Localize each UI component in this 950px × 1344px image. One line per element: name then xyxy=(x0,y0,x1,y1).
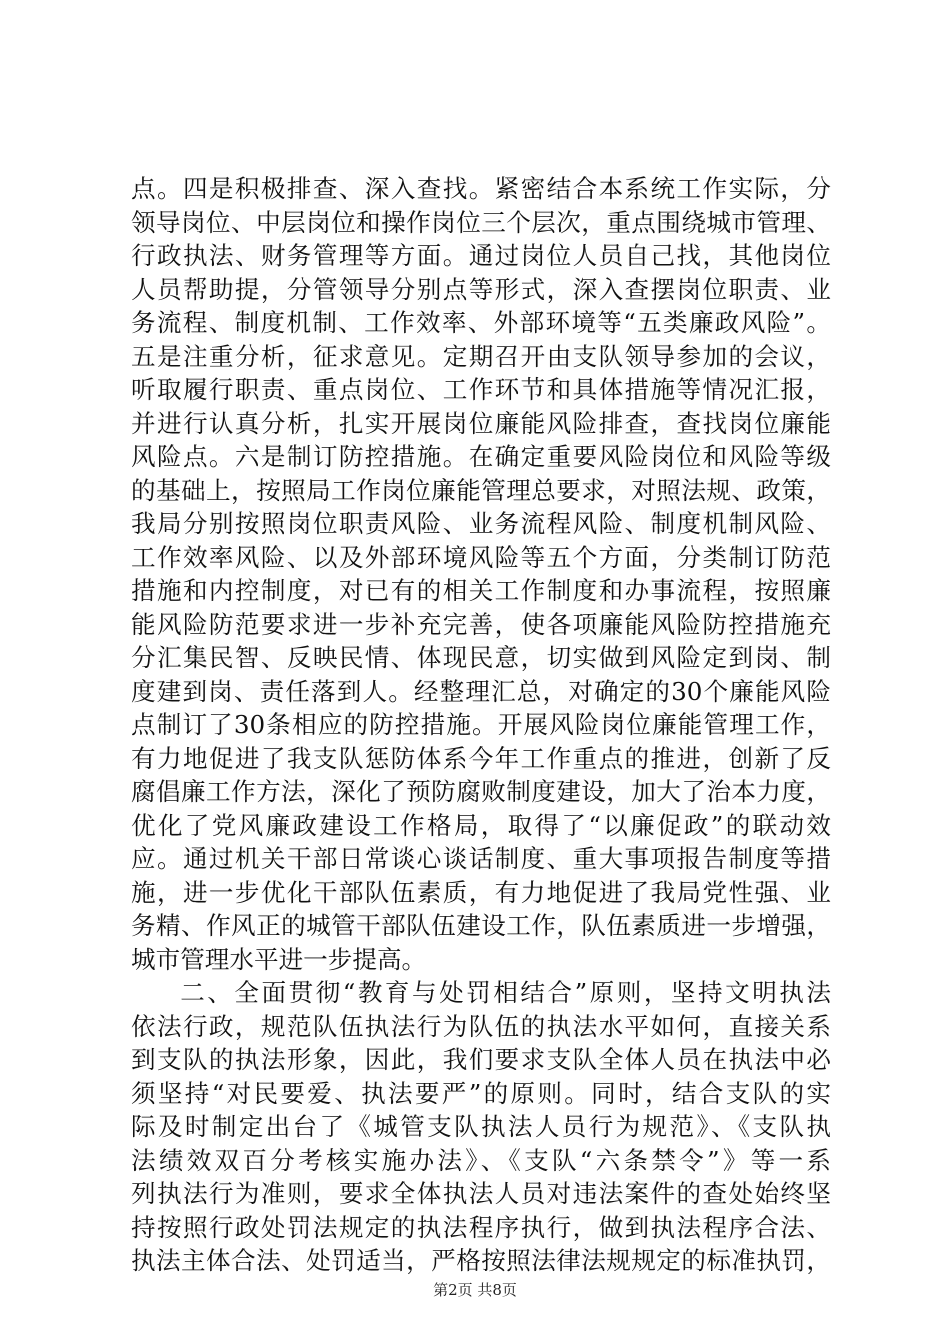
text-line: 行政执法、财务管理等方面。通过岗位人员自己找，其他岗位 xyxy=(131,241,831,270)
text-line: 措施和内控制度，对已有的相关工作制度和办事流程，按照廉 xyxy=(131,576,831,605)
text-line: 分汇集民智、反映民情、体现民意，切实做到风险定到岗、制 xyxy=(131,643,831,672)
text-line: 持按照行政处罚法规定的执法程序执行，做到执法程序合法、 xyxy=(131,1212,831,1242)
page-number-footer: 第2页 共8页 xyxy=(433,1281,517,1299)
text-line: 点制订了30条相应的防控措施。开展风险岗位廉能管理工作， xyxy=(131,710,831,739)
text-line: 腐倡廉工作方法，深化了预防腐败制度建设，加大了治本力度， xyxy=(131,777,831,806)
text-line: 际及时制定出台了《城管支队执法人员行为规范》、《支队执 xyxy=(131,1112,831,1141)
text-line: 优化了党风廉政建设工作格局，取得了“以廉促政”的联动效 xyxy=(131,810,831,840)
text-line: 能风险防范要求进一步补充完善，使各项廉能风险防控措施充 xyxy=(131,609,831,639)
text-line: 到支队的执法形象，因此，我们要求支队全体人员在执法中必 xyxy=(131,1045,831,1074)
text-line: 度建到岗、责任落到人。经整理汇总，对确定的30个廉能风险 xyxy=(131,676,831,706)
document-body xyxy=(131,172,831,1278)
paragraph-first-line: 二、全面贯彻“教育与处罚相结合”原则，坚持文明执法 xyxy=(180,978,831,1007)
text-line: 应。通过机关干部日常谈心谈话制度、重大事项报告制度等措 xyxy=(131,844,831,873)
paragraph-last-line: 城市管理水平进一步提高。 xyxy=(131,944,427,974)
text-line: 领导岗位、中层岗位和操作岗位三个层次，重点围绕城市管理、 xyxy=(131,207,831,237)
text-line: 并进行认真分析，扎实开展岗位廉能风险排查，查找岗位廉能 xyxy=(131,408,831,438)
text-line: 我局分别按照岗位职责风险、业务流程风险、制度机制风险、 xyxy=(131,509,831,538)
text-line: 依法行政，规范队伍执法行为队伍的执法水平如何，直接关系 xyxy=(131,1011,831,1041)
text-line: 须坚持“对民要爱、执法要严”的原则。同时，结合支队的实 xyxy=(131,1078,831,1108)
text-line: 点。四是积极排查、深入查找。紧密结合本系统工作实际，分 xyxy=(131,174,831,203)
text-line: 务流程、制度机制、工作效率、外部环境等“五类廉政风险”。 xyxy=(131,308,831,337)
text-line: 施，进一步优化干部队伍素质，有力地促进了我局党性强、业 xyxy=(131,877,831,907)
text-line: 执法主体合法、处罚适当，严格按照法律法规规定的标准执罚， xyxy=(131,1246,831,1275)
text-line: 务精、作风正的城管干部队伍建设工作，队伍素质进一步增强， xyxy=(131,911,831,940)
text-line: 五是注重分析，征求意见。定期召开由支队领导参加的会议， xyxy=(131,341,831,371)
text-line: 工作效率风险、以及外部环境风险等五个方面，分类制订防范 xyxy=(131,542,831,572)
text-line: 人员帮助提，分管领导分别点等形式，深入查摆岗位职责、业 xyxy=(131,274,831,304)
text-line: 有力地促进了我支队惩防体系今年工作重点的推进，创新了反 xyxy=(131,743,831,773)
text-line: 的基础上，按照局工作岗位廉能管理总要求，对照法规、政策， xyxy=(131,475,831,505)
text-line: 列执法行为准则，要求全体执法人员对违法案件的查处始终坚 xyxy=(131,1179,831,1208)
text-line: 法绩效双百分考核实施办法》、《支队“六条禁令”》等一系 xyxy=(131,1145,831,1175)
text-line: 听取履行职责、重点岗位、工作环节和具体措施等情况汇报， xyxy=(131,375,831,404)
text-line: 风险点。六是制订防控措施。在确定重要风险岗位和风险等级 xyxy=(131,442,831,471)
